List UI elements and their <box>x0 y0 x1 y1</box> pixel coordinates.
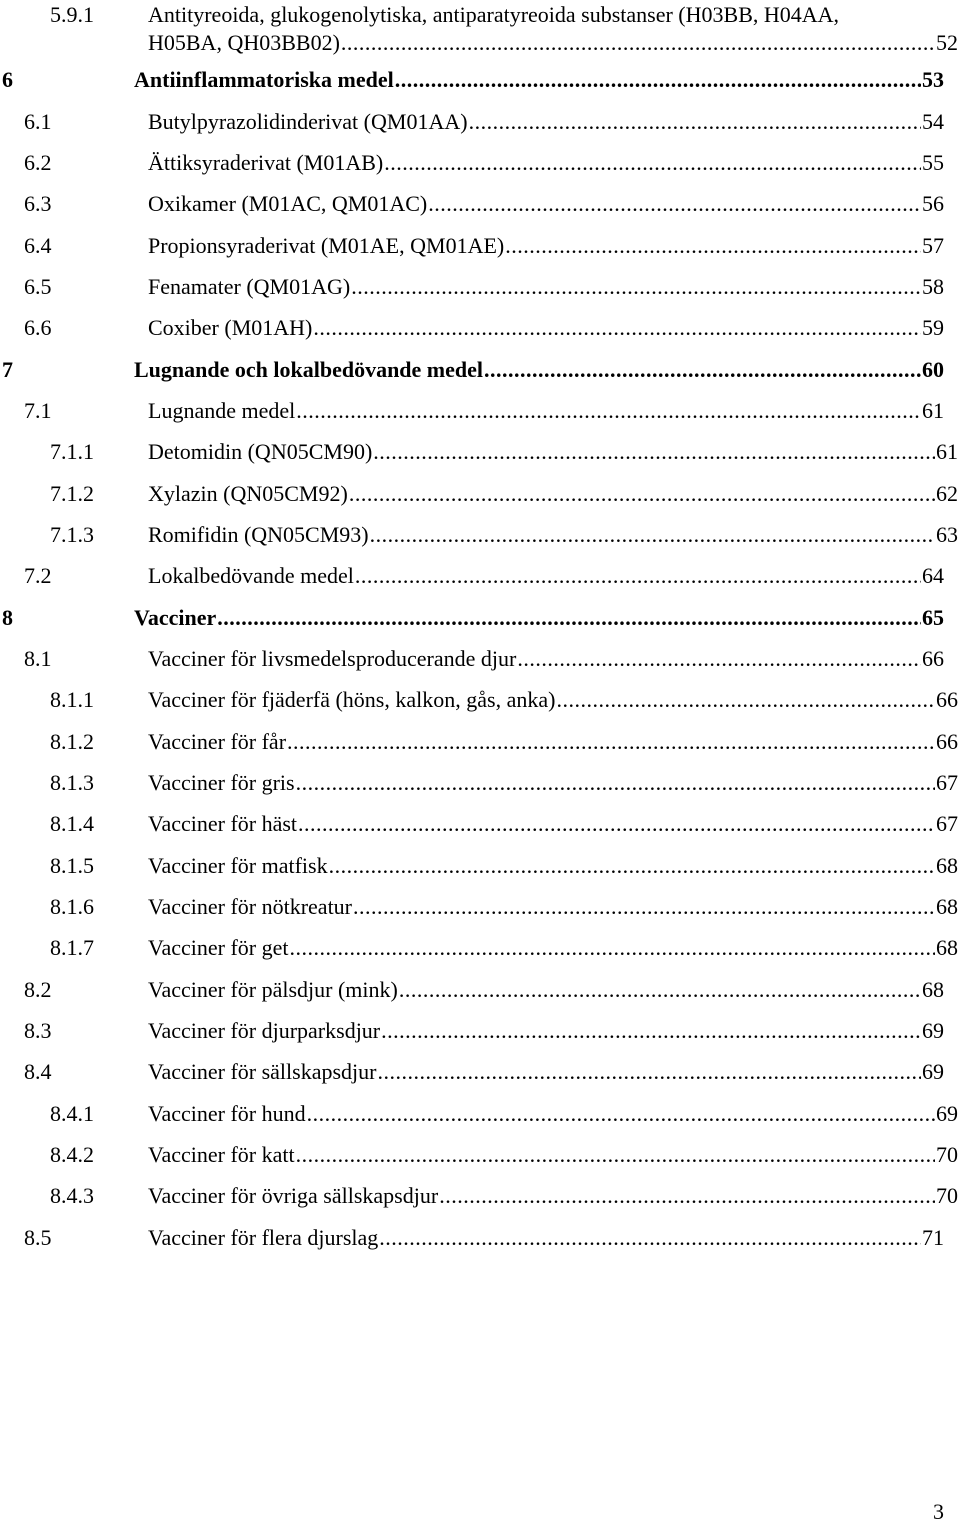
toc-entry-page: 66 <box>922 646 944 671</box>
toc-entry-title: Xylazin (QN05CM92) <box>148 481 348 506</box>
toc-entry-number: 8 <box>2 605 13 630</box>
toc-entry-page: 66 <box>936 729 958 754</box>
dot-leader <box>373 437 935 467</box>
toc-entry-page: 58 <box>922 274 944 299</box>
toc-entry-number: 5.9.1 <box>50 2 94 27</box>
dot-leader <box>439 1181 935 1211</box>
toc-entry-page: 56 <box>922 191 944 216</box>
dot-leader <box>505 231 921 261</box>
toc-entry-title: Vacciner för fjäderfä (höns, kalkon, gås, anka) <box>148 687 556 712</box>
toc-entry-page: 66 <box>936 687 958 712</box>
dot-leader <box>395 65 921 95</box>
toc-entry-title: Romifidin (QN05CM93) <box>148 522 369 547</box>
dot-leader <box>381 1016 921 1046</box>
toc-entry-number: 6.6 <box>24 315 52 340</box>
toc-entry-title: Vacciner för sällskapsdjur <box>148 1059 377 1084</box>
dot-leader <box>469 107 921 137</box>
toc-entry-number: 7.2 <box>24 563 52 588</box>
toc-entry-number: 8.4.3 <box>50 1183 94 1208</box>
toc-entry-page: 67 <box>936 811 958 836</box>
toc-entry-title: Butylpyrazolidinderivat (QM01AA) <box>148 109 468 134</box>
toc-entry-title: Vacciner för gris <box>148 770 295 795</box>
toc-entry-number: 8.4.2 <box>50 1142 94 1167</box>
toc-entry-number: 7 <box>2 357 13 382</box>
toc-entry-page: 63 <box>936 522 958 547</box>
toc-entry-number: 8.1 <box>24 646 52 671</box>
dot-leader <box>428 189 921 219</box>
toc-entry-number: 8.4.1 <box>50 1101 94 1126</box>
toc-entry-title: Propionsyraderivat (M01AE, QM01AE) <box>148 233 505 258</box>
dot-leader <box>296 1140 935 1170</box>
toc-entry-page: 70 <box>936 1142 958 1167</box>
toc-entry-number: 8.1.6 <box>50 894 94 919</box>
toc-entry-page: 52 <box>936 30 958 55</box>
toc-entry-page: 61 <box>922 398 944 423</box>
dot-leader <box>556 685 935 715</box>
dot-leader <box>349 479 935 509</box>
toc-entry-title: Vacciner för får <box>148 729 287 754</box>
toc-entry-number: 8.1.3 <box>50 770 94 795</box>
toc-entry-title: Fenamater (QM01AG) <box>148 274 351 299</box>
toc-entry-page: 55 <box>922 150 944 175</box>
toc-entry-number: 6.4 <box>24 233 52 258</box>
toc-entry-number: 6.5 <box>24 274 52 299</box>
dot-leader <box>384 148 921 178</box>
toc-entry-number: 6.3 <box>24 191 52 216</box>
toc-entry-number: 7.1.2 <box>50 481 94 506</box>
toc-entry-number: 8.5 <box>24 1225 52 1250</box>
dot-leader <box>517 644 921 674</box>
toc-entry-title: Vacciner för häst <box>148 811 298 836</box>
toc-entry-number: 7.1.3 <box>50 522 94 547</box>
dot-leader <box>484 355 921 385</box>
dot-leader <box>287 727 935 757</box>
toc-entry-page: 59 <box>922 315 944 340</box>
toc-entry-number: 8.2 <box>24 977 52 1002</box>
toc-entry-page: 68 <box>936 935 958 960</box>
dot-leader <box>399 975 921 1005</box>
toc-entry-title: Antityreoida, glukogenolytiska, antiparatyreoida substanser (H03BB, H04AA, <box>148 2 840 27</box>
toc-entry-number: 8.4 <box>24 1059 52 1084</box>
toc-entry-page: 60 <box>922 357 944 382</box>
toc-entry-title: Coxiber (M01AH) <box>148 315 313 340</box>
dot-leader <box>298 809 935 839</box>
dot-leader <box>313 313 921 343</box>
dot-leader <box>296 396 921 426</box>
toc-entry-number: 8.1.7 <box>50 935 94 960</box>
toc-entry-page: 65 <box>922 605 944 630</box>
dot-leader <box>353 892 935 922</box>
toc-entry-number: 6.1 <box>24 109 52 134</box>
toc-entry-title: Oxikamer (M01AC, QM01AC) <box>148 191 428 216</box>
toc-entry-page: 57 <box>922 233 944 258</box>
toc-entry-page: 69 <box>922 1059 944 1084</box>
toc-entry-page: 69 <box>922 1018 944 1043</box>
toc-entry-title: Vacciner för katt <box>148 1142 295 1167</box>
toc-entry-number: 8.1.4 <box>50 811 94 836</box>
toc-entry-title: Lokalbedövande medel <box>148 563 354 588</box>
toc-entry-page: 67 <box>936 770 958 795</box>
toc-entry-title: Vacciner för pälsdjur (mink) <box>148 977 398 1002</box>
toc-entry-title: Vacciner för matfisk <box>148 853 328 878</box>
dot-leader <box>341 28 935 58</box>
toc-entry-title: Antiinflammatoriska medel <box>134 67 394 92</box>
toc-entry-number: 7.1 <box>24 398 52 423</box>
toc-entry-number: 6 <box>2 67 13 92</box>
toc-entry-title: Ättiksyraderivat (M01AB) <box>148 150 384 175</box>
toc-entry-number: 7.1.1 <box>50 439 94 464</box>
toc-entry-title: Vacciner <box>134 605 217 630</box>
dot-leader <box>307 1099 935 1129</box>
toc-entry-title: Vacciner för get <box>148 935 289 960</box>
toc-entry-title: Detomidin (QN05CM90) <box>148 439 373 464</box>
toc-entry-page: 68 <box>936 894 958 919</box>
toc-entry-page: 69 <box>936 1101 958 1126</box>
toc-entry-page: 53 <box>922 67 944 92</box>
dot-leader <box>296 768 935 798</box>
toc-entry-number: 6.2 <box>24 150 52 175</box>
toc-entry-title: Vacciner för övriga sällskapsdjur <box>148 1183 439 1208</box>
toc-entry-title: Vacciner för flera djurslag <box>148 1225 379 1250</box>
toc-entry-number: 8.1.1 <box>50 687 94 712</box>
toc-entry-title-continued: H05BA, QH03BB02) <box>148 30 340 55</box>
dot-leader <box>329 851 935 881</box>
toc-entry-page: 70 <box>936 1183 958 1208</box>
toc-entry-title: Lugnande medel <box>148 398 296 423</box>
toc-entry-title: Lugnande och lokalbedövande medel <box>134 357 484 382</box>
toc-entry-number: 8.1.5 <box>50 853 94 878</box>
toc-entry-number: 8.1.2 <box>50 729 94 754</box>
toc-entry-page: 61 <box>936 439 958 464</box>
dot-leader <box>370 520 935 550</box>
dot-leader <box>217 603 921 633</box>
page-number: 3 <box>933 1499 944 1524</box>
toc-entry-page: 54 <box>922 109 944 134</box>
toc-entry-page: 64 <box>922 563 944 588</box>
toc-entry-page: 62 <box>936 481 958 506</box>
dot-leader <box>377 1057 921 1087</box>
toc-entry-title: Vacciner för livsmedelsproducerande djur <box>148 646 517 671</box>
toc-entry-page: 68 <box>922 977 944 1002</box>
dot-leader <box>379 1223 921 1253</box>
toc-entry-title: Vacciner för djurparksdjur <box>148 1018 381 1043</box>
dot-leader <box>351 272 921 302</box>
dot-leader <box>289 933 935 963</box>
toc-entry-number: 8.3 <box>24 1018 52 1043</box>
dot-leader <box>355 561 921 591</box>
toc-entry-title: Vacciner för nötkreatur <box>148 894 353 919</box>
toc-entry-page: 68 <box>936 853 958 878</box>
toc-entry-page: 71 <box>922 1225 944 1250</box>
toc-entry-title: Vacciner för hund <box>148 1101 306 1126</box>
